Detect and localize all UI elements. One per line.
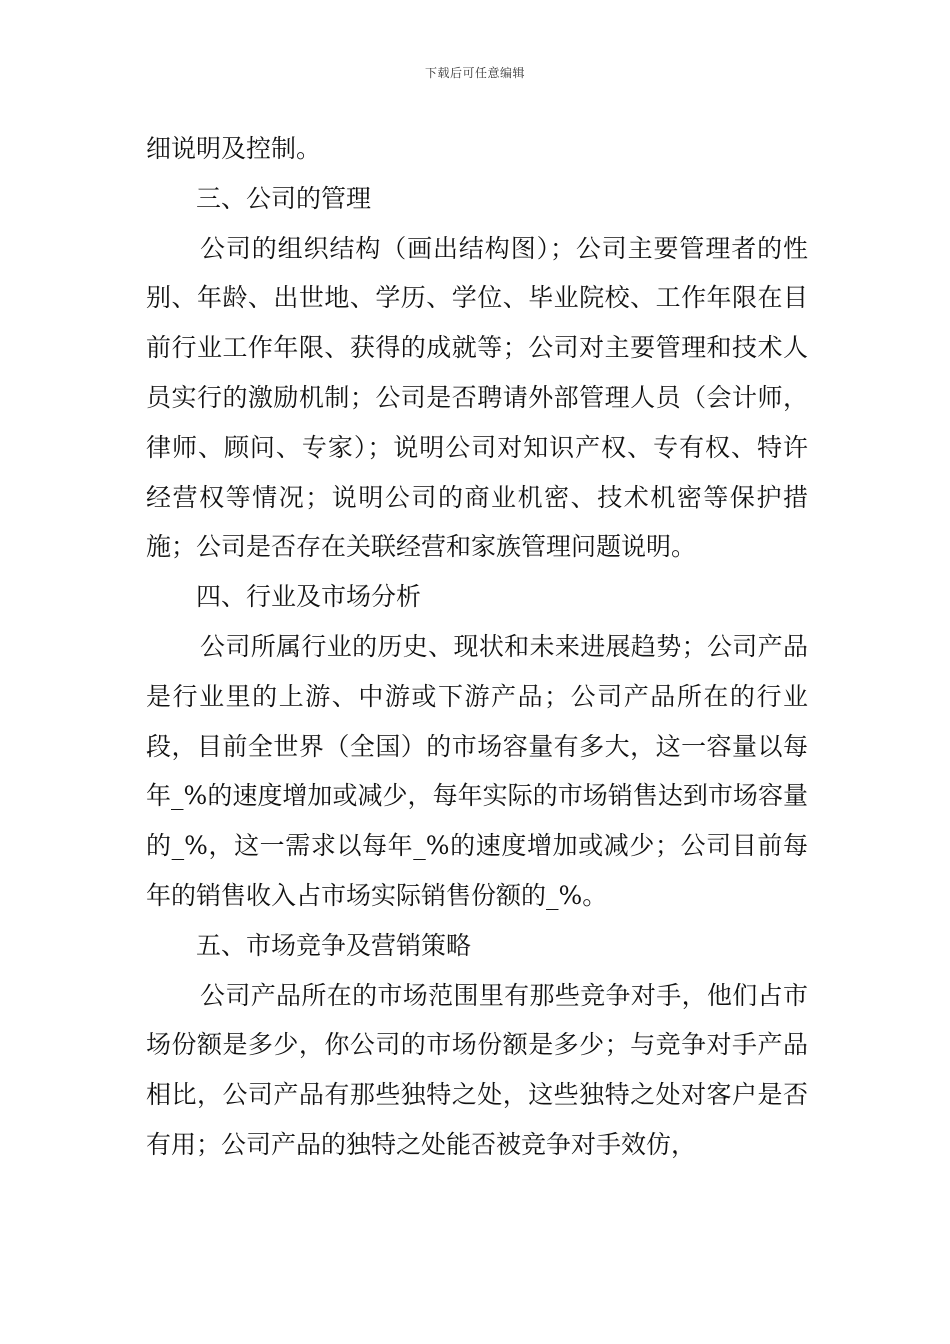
paragraph-competition-marketing: 公司产品所在的市场范围里有那些竞争对手，他们占市场份额是多少，你公司的市场份额是多少；与竞争对手产品相比，公司产品有那些独特之处，这些独特之处对客户是否有用；公司产品的独特之处能否被竞争对手效仿， xyxy=(146,980,808,1159)
section-heading-management: 三、公司的管理 xyxy=(196,183,372,213)
section-heading-competition-marketing: 五、市场竞争及营销策略 xyxy=(196,930,472,960)
paragraph-continuation: 细说明及控制。 xyxy=(146,134,322,163)
section-heading-industry-market: 四、行业及市场分析 xyxy=(196,582,422,612)
document-body xyxy=(146,124,808,1170)
paragraph-management: 公司的组织结构（画出结构图）；公司主要管理者的性别、年龄、出世地、学历、学位、毕业院校、工作年限在目前行业工作年限、获得的成就等；公司对主要管理和技术人员实行的激励机制；公司是否聘请外部管理人员（会计师，律师、顾问、专家）；说明公司对知识产权、专有权、特许经营权等情况；说明公司的商业机密、技术机密等保护措施；公司是否存在关联经营和家族管理问题说明。 xyxy=(146,233,808,562)
page-header-note: 下载后可任意编辑 xyxy=(424,66,525,80)
paragraph-industry-market: 公司所属行业的历史、现状和未来进展趋势；公司产品是行业里的上游、中游或下游产品；公司产品所在的行业段，目前全世界（全国）的市场容量有多大，这一容量以每年_%的速度增加或减少，每年实际的市场销售达到市场容量的_%，这一需求以每年_%的速度增加或减少；公司目前每年的销售收入占市场实际销售份额的_%。 xyxy=(146,631,808,910)
